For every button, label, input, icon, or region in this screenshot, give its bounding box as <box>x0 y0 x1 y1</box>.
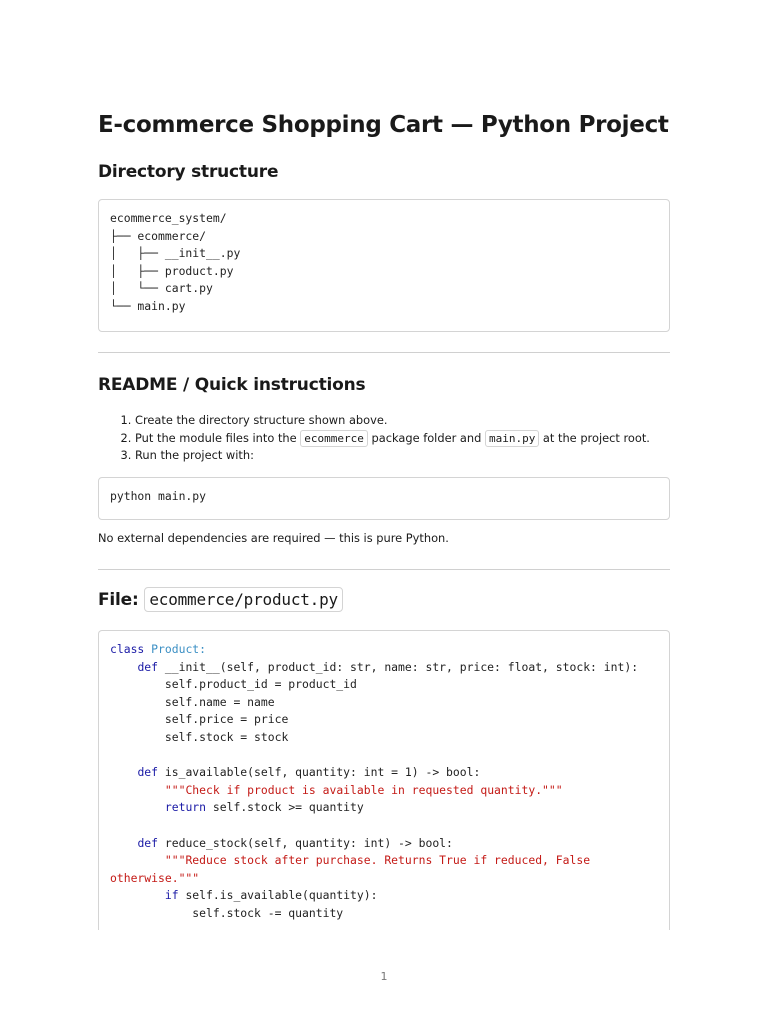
code-indent <box>110 800 165 814</box>
code-line: self.stock >= quantity <box>206 800 364 815</box>
code-keyword: def <box>137 765 159 780</box>
code-line: self.price = price <box>110 712 289 727</box>
code-line: self.is_available(quantity): <box>178 888 378 903</box>
command-block <box>98 477 670 520</box>
code-docstring: otherwise.""" <box>110 870 200 885</box>
code-indent <box>110 660 137 674</box>
code-line: self.product_id = product_id <box>110 677 357 692</box>
divider <box>98 569 670 570</box>
step-text: Create the directory structure shown above. <box>135 413 388 427</box>
step-text: at the project root. <box>539 430 650 445</box>
instruction-list <box>98 412 650 465</box>
step-text: package folder and <box>367 430 485 445</box>
code-punct: : <box>199 642 207 656</box>
file-heading-label: File: <box>98 590 139 610</box>
dependencies-note: No external dependencies are required — this is pure Python. <box>98 531 449 545</box>
step-text: Run the project with: <box>135 448 254 462</box>
directory-heading: Directory structure <box>98 162 279 182</box>
code-keyword: def <box>137 835 159 850</box>
code-keyword: return <box>164 800 207 815</box>
inline-code-package: ecommerce <box>300 430 368 447</box>
step-text: Put the module files into the <box>135 430 301 445</box>
source-code-block <box>98 630 670 930</box>
instruction-step <box>135 430 650 448</box>
code-indent <box>110 765 137 779</box>
inline-code-main: main.py <box>485 430 539 447</box>
code-line: is_available(self, quantity: int = 1) -> bool: <box>158 765 481 780</box>
code-keyword: def <box>137 659 159 674</box>
code-line: self.stock = stock <box>110 729 289 744</box>
file-heading <box>98 590 343 610</box>
run-command: python main.py <box>110 489 207 503</box>
directory-tree-block <box>98 199 670 332</box>
file-path: ecommerce/product.py <box>144 587 343 612</box>
code-indent <box>110 853 165 867</box>
code-line: self.name = name <box>110 694 275 709</box>
instruction-step <box>135 412 650 430</box>
instruction-step <box>135 447 650 465</box>
code-keyword: class <box>110 642 145 656</box>
code-line: reduce_stock(self, quantity: int) -> bool: <box>158 835 453 850</box>
page-title: E-commerce Shopping Cart — Python Project <box>98 112 669 138</box>
code-indent <box>110 836 137 850</box>
directory-tree: ecommerce_system/ ├── ecommerce/ │ ├── __init__.py │ ├── product.py │ └── cart.py └── main.py <box>110 211 241 313</box>
code-docstring: """Check if product is available in requested quantity.""" <box>164 782 563 797</box>
code-indent <box>110 783 165 797</box>
source-code <box>110 641 658 923</box>
code-class-name: Product <box>151 642 200 656</box>
code-indent <box>110 888 165 902</box>
divider <box>98 352 670 353</box>
code-keyword: if <box>164 888 179 903</box>
readme-heading: README / Quick instructions <box>98 375 366 395</box>
code-line: self.stock -= quantity <box>110 905 344 920</box>
code-line: __init__(self, product_id: str, name: str, price: float, stock: int): <box>158 659 639 674</box>
page-number: 1 <box>380 970 388 983</box>
code-docstring: """Reduce stock after purchase. Returns True if reduced, False <box>164 853 591 868</box>
